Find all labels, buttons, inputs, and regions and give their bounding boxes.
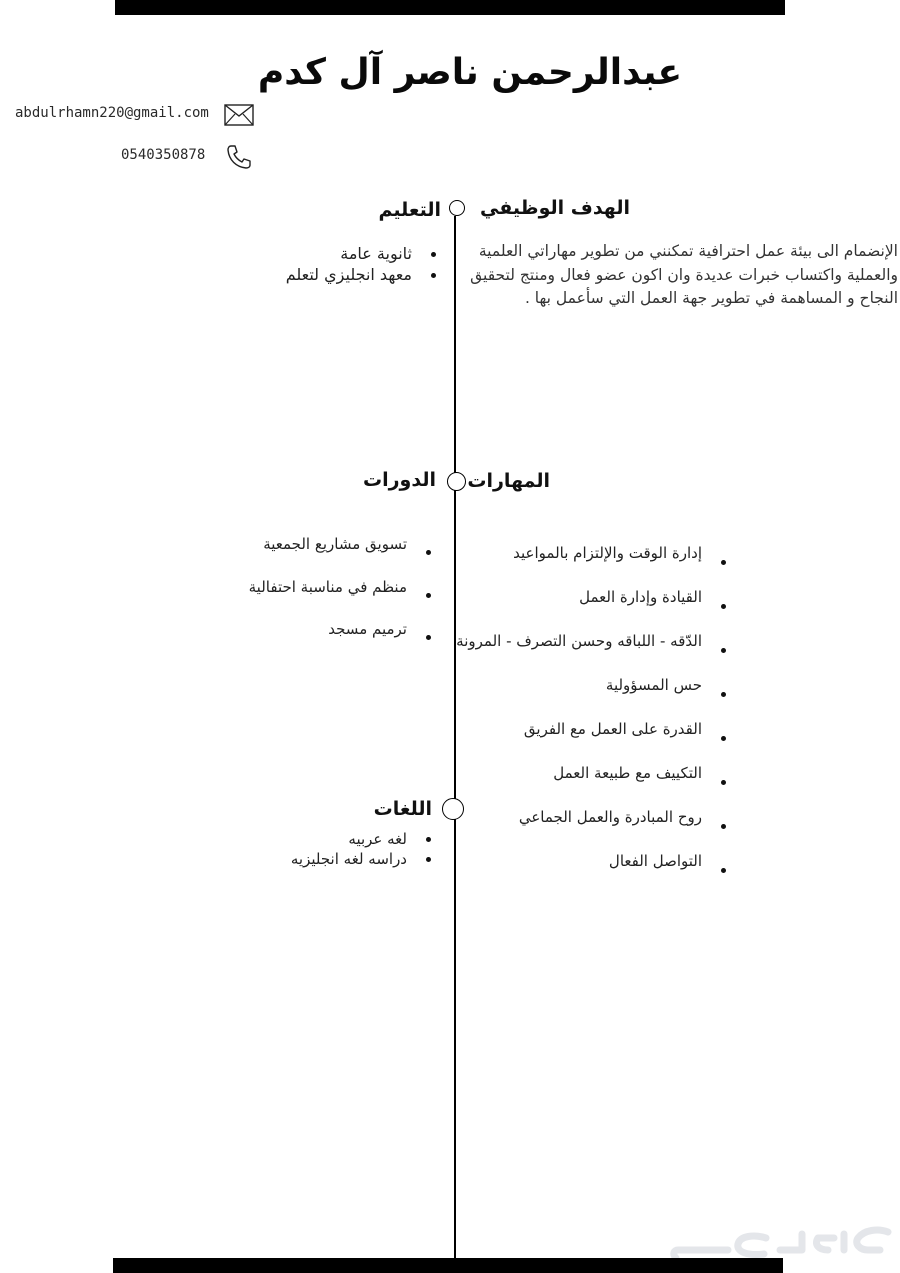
list-item: دراسه لغه انجليزيه xyxy=(290,850,407,868)
education-heading: التعليم xyxy=(378,199,441,221)
list-item: ثانوية عامة xyxy=(286,243,412,264)
languages-list xyxy=(291,829,407,869)
list-item: معهد انجليزي لتعلم xyxy=(285,265,412,284)
top-border-bar xyxy=(115,0,785,15)
list-item: التكييف مع طبيعة العمل xyxy=(456,760,702,804)
envelope-icon xyxy=(224,104,254,126)
list-item: لغه عربيه xyxy=(291,829,407,849)
email-text[interactable]: abdulrhamn220@gmail.com xyxy=(15,105,209,121)
candidate-name: عبدالرحمن ناصر آل كدم xyxy=(257,52,683,93)
phone-text[interactable]: 0540350878 xyxy=(121,147,206,163)
list-item: التواصل الفعال xyxy=(456,848,702,892)
list-item: تسويق مشاريع الجمعية xyxy=(249,531,407,574)
phone-icon xyxy=(226,144,252,170)
list-item: روح المبادرة والعمل الجماعي xyxy=(456,804,702,848)
list-item: ترميم مسجد xyxy=(249,616,407,659)
timeline-node-top xyxy=(449,200,465,216)
timeline-node-middle xyxy=(447,472,466,491)
courses-heading: الدورات xyxy=(363,469,436,491)
bottom-border-bar xyxy=(113,1258,783,1273)
list-item: القيادة وإدارة العمل xyxy=(456,584,702,628)
list-item: حس المسؤولية xyxy=(456,672,702,716)
list-item: الدّقه - اللباقه وحسن التصرف - المرونة xyxy=(456,628,702,672)
objective-text: الإنضمام الى بيئة عمل احترافية تمكنني من تطوير مهاراتي العلمية والعملية واكتساب خبرات عديدة وان اكون عضو فعال ومنتج لتحقيق النجاح و المساهمة في تطوير جهة العمل التي سأعمل بها . xyxy=(470,242,898,307)
courses-list xyxy=(249,531,407,659)
skills-heading: المهارات xyxy=(467,470,550,492)
list-item: منظم في مناسبة احتفالية xyxy=(249,574,407,617)
list-item: إدارة الوقت والإلتزام بالمواعيد xyxy=(456,540,702,584)
education-list xyxy=(286,243,412,285)
languages-heading: اللغات xyxy=(373,798,432,820)
skills-list xyxy=(456,540,702,892)
list-item: القدرة على العمل مع الفريق xyxy=(456,716,702,760)
objective-heading: الهدف الوظيفي xyxy=(480,197,630,219)
